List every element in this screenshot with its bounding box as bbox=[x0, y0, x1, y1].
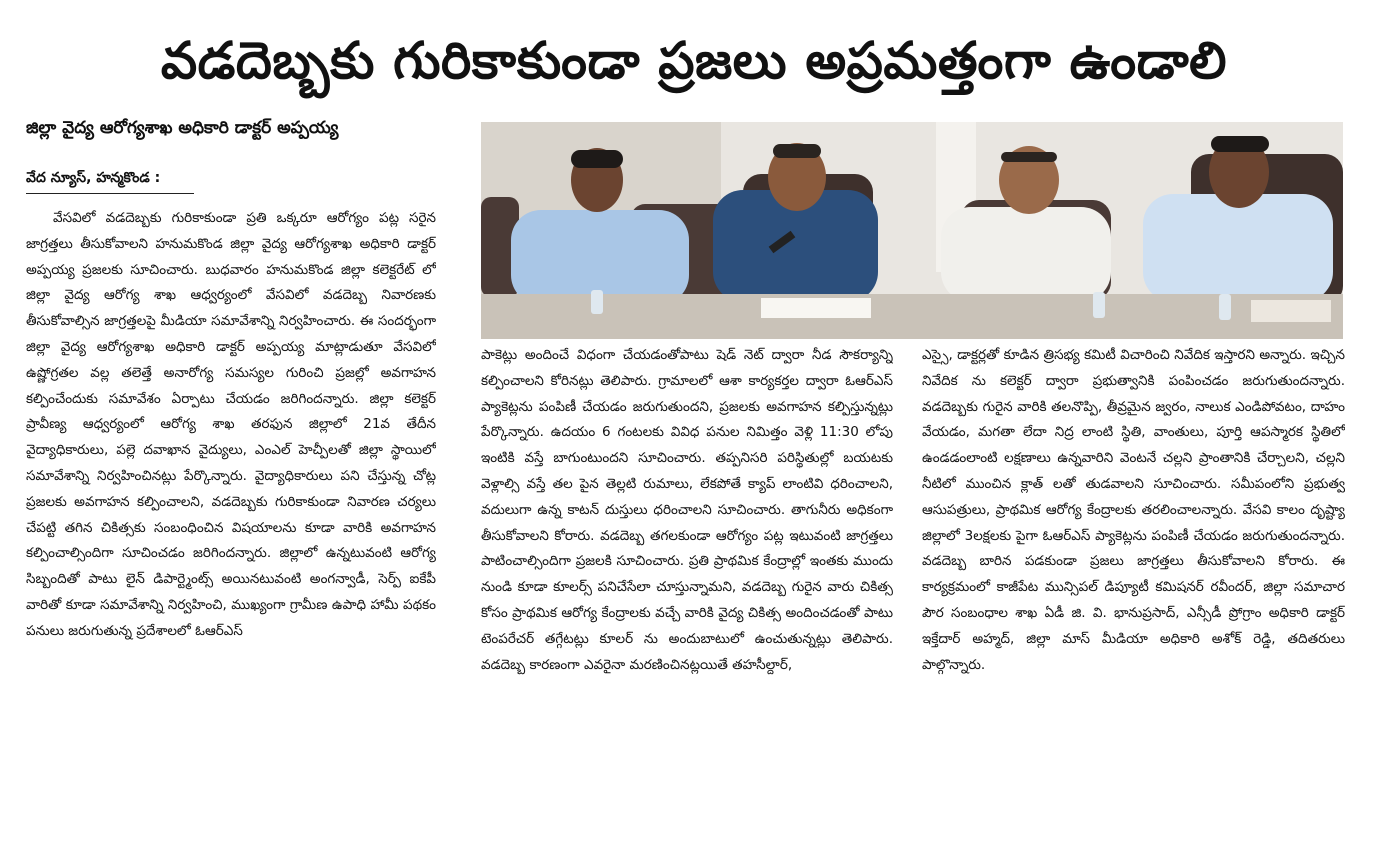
article-column-3: ఎస్సై, డాక్టర్లతో కూడిన త్రిసభ్య కమిటీ విచారించి నివేదిక ఇస్తారని అన్నారు. ఇచ్చిన నివేదిక ను కలెక్టర్ ద్వారా ప్రభుత్వానికి పంపించడం జరుగుతుందన్నారు. వడదెబ్బకు గురైన వారికి తలనొప్పి, తీవ్రమైన జ్వరం, నాలుక ఎండిపోవటం, దాహం వేయడం, మగతా లేదా నిద్ర లాంటి స్థితి, వాంతులు, పూర్తి ఆపస్మారక స్థితిలో ఉండడంలాంటి లక్షణాలు ఉన్నవారిని వెంటనే చల్లని ప్రాంతానికి చేర్చాలని, చల్లని నీటిలో ముంచిన క్లాత్ లతో తుడవాలని సూచించారు. సమీపంలోని ప్రభుత్వ ఆసుపత్రులు, ప్రాథమిక ఆరోగ్య కేంద్రాలకు తరలించాలన్నారు. వేసవి కాలం దృష్ట్యా జిల్లాలో 3లక్షలకు పైగా ఓఆర్ఎస్ ప్యాకెట్లను పంపిణీ చేయడం జరుగుతుందన్నారు. వడదెబ్బ బారిన పడకుండా ప్రజలు జాగ్రత్తలు తీసుకోవాలని కోరారు. ఈ కార్యక్రమంలో కాజీపేట మున్సిపల్ డిప్యూటీ కమిషనర్ రవీందర్, జిల్లా సమాచార పౌర సంబంధాల శాఖ ఏడీ జి. వి. భానుప్రసాద్, ఎన్సీడీ ప్రోగ్రాం అధికారి డాక్టర్ ఇక్తేదార్ అహ్మద్, జిల్లా మాస్ మీడియా అధికారి అశోక్ రెడ్డి, తదితరులు పాల్గొన్నారు. bbox=[922, 347, 1345, 673]
byline-underline bbox=[26, 193, 194, 194]
subheadline: జిల్లా వైద్య ఆరోగ్యశాఖ అధికారి డాక్టర్ అప్పయ్య bbox=[26, 118, 339, 138]
press-meet-photo bbox=[481, 122, 1343, 339]
article-column-1: వేసవిలో వడదెబ్బకు గురికాకుండా ప్రతి ఒక్కరూ ఆరోగ్యం పట్ల సరైన జాగ్రత్తలు తీసుకోవాలని హనుమకొండ జిల్లా వైద్య ఆరోగ్యశాఖ అధికారి డాక్టర్ అప్పయ్య ప్రజలకు సూచించారు. బుధవారం హనుమకొండ జిల్లా కలెక్టరేట్ లో జిల్లా వైద్య ఆరోగ్య శాఖ ఆధ్వర్యంలో వేసవిలో వడదెబ్బ నివారణకు తీసుకోవాల్సిన జాగ్రత్తలపై మీడియా సమావేశాన్ని నిర్వహించారు. ఈ సందర్భంగా జిల్లా వైద్య ఆరోగ్యశాఖ అధికారి డాక్టర్ అప్పయ్య మాట్లాడుతూ వేసవిలో ఉష్ణోగ్రతల వల్ల తలెత్తే అనారోగ్య సమస్యల గురించి ప్రజల్లో అవగాహన కల్పించేందుకు సమావేశం ఏర్పాటు చేయడం జరిగిందన్నారు. జిల్లా కలెక్టర్ ప్రావీణ్య ఆధ్వర్యంలో ఆరోగ్య శాఖ తరఫున జిల్లాలో 21వ తేదీన వైద్యాధికారులు, పల్లె దవాఖాన వైద్యులు, ఎంఎల్ హెచ్పీలతో జిల్లా స్థాయిలో సమావేశాన్ని నిర్వహించినట్లు పేర్కొన్నారు. వైద్యాధికారులు పని చేస్తున్న చోట్ల ప్రజలకు అవగాహన కల్పించాలని, వడదెబ్బకు గురికాకుండా నివారణ చర్యలు చేపట్టి తగిన చికిత్సకు సంబంధించిన విషయాలను కూడా వారికి అవగాహన కల్పించాల్సిందిగా సూచించడం జరిగిందన్నారు. జిల్లాలో ఉన్నటువంటి ఆరోగ్య సిబ్బందితో పాటు లైన్ డిపార్ట్మెంట్స్ అయినటువంటి అంగన్వాడీ, సెర్ప్ ఐకేపీ వారితో కూడా సమావేశాన్ని నిర్వహించి, ముఖ్యంగా గ్రామీణ ఉపాధి హామీ పథకం పనులు జరుగుతున్న ప్రదేశాలలో ఓఆర్ఎస్ bbox=[26, 210, 436, 639]
byline: వేద న్యూస్, హన్మకొండ : bbox=[26, 170, 161, 186]
headline: వడదెబ్బకు గురికాకుండా ప్రజలు అప్రమత్తంగా ఉండాలి bbox=[160, 32, 1228, 91]
article-column-2: పాకెట్లు అందించే విధంగా చేయడంతోపాటు షెడ్ నెట్ ద్వారా నీడ సౌకర్యాన్ని కల్పించాలని కోరినట్లు తెలిపారు. గ్రామాలలో ఆశా కార్యకర్తల ద్వారా ఓఆర్ఎస్ ప్యాకెట్లను పంపిణీ చేయడం జరుగుతుందని, ప్రజలకు అవగాహన కల్పిస్తున్నట్లు పేర్కొన్నారు. ఉదయం 6 గంటలకు వివిధ పనుల నిమిత్తం వెళ్లి 11:30 లోపు ఇంటికి వస్తే బాగుంటుందని సూచించారు. తప్పనిసరి పరిస్థితుల్లో బయటకు వెళ్లాల్సి వస్తే తల పైన తెల్లటి రుమాలు, లేకపోతే క్యాప్ లాంటివి ధరించాలని, వదులుగా ఉన్న కాటన్ దుస్తులు ధరించాలని సూచించారు. తాగునీరు అధికంగా తీసుకోవాలని కోరారు. వడదెబ్బ తగలకుండా ఆరోగ్యం పట్ల ఇటువంటి జాగ్రత్తలు పాటించాల్సిందిగా ప్రజలకి సూచించారు. ప్రతి ప్రాథమిక కేంద్రాల్లో ఇంతకు ముందు నుండి కూడా కూలర్స్ పనిచేసేలా చూస్తున్నామని, వడదెబ్బ గురైన వారు చికిత్స కోసం ప్రాథమిక ఆరోగ్య కేంద్రాలకు వచ్చే వారికి వైద్య చికిత్స అందించడంతో పాటు టెంపరేచర్ తగ్గేటట్లు కూలర్ ను అందుబాటులో ఉంచుతున్నట్లు తెలిపారు. వడదెబ్బ కారణంగా ఎవరైనా మరణించినట్లయితే తహసీల్దార్, bbox=[481, 347, 893, 673]
